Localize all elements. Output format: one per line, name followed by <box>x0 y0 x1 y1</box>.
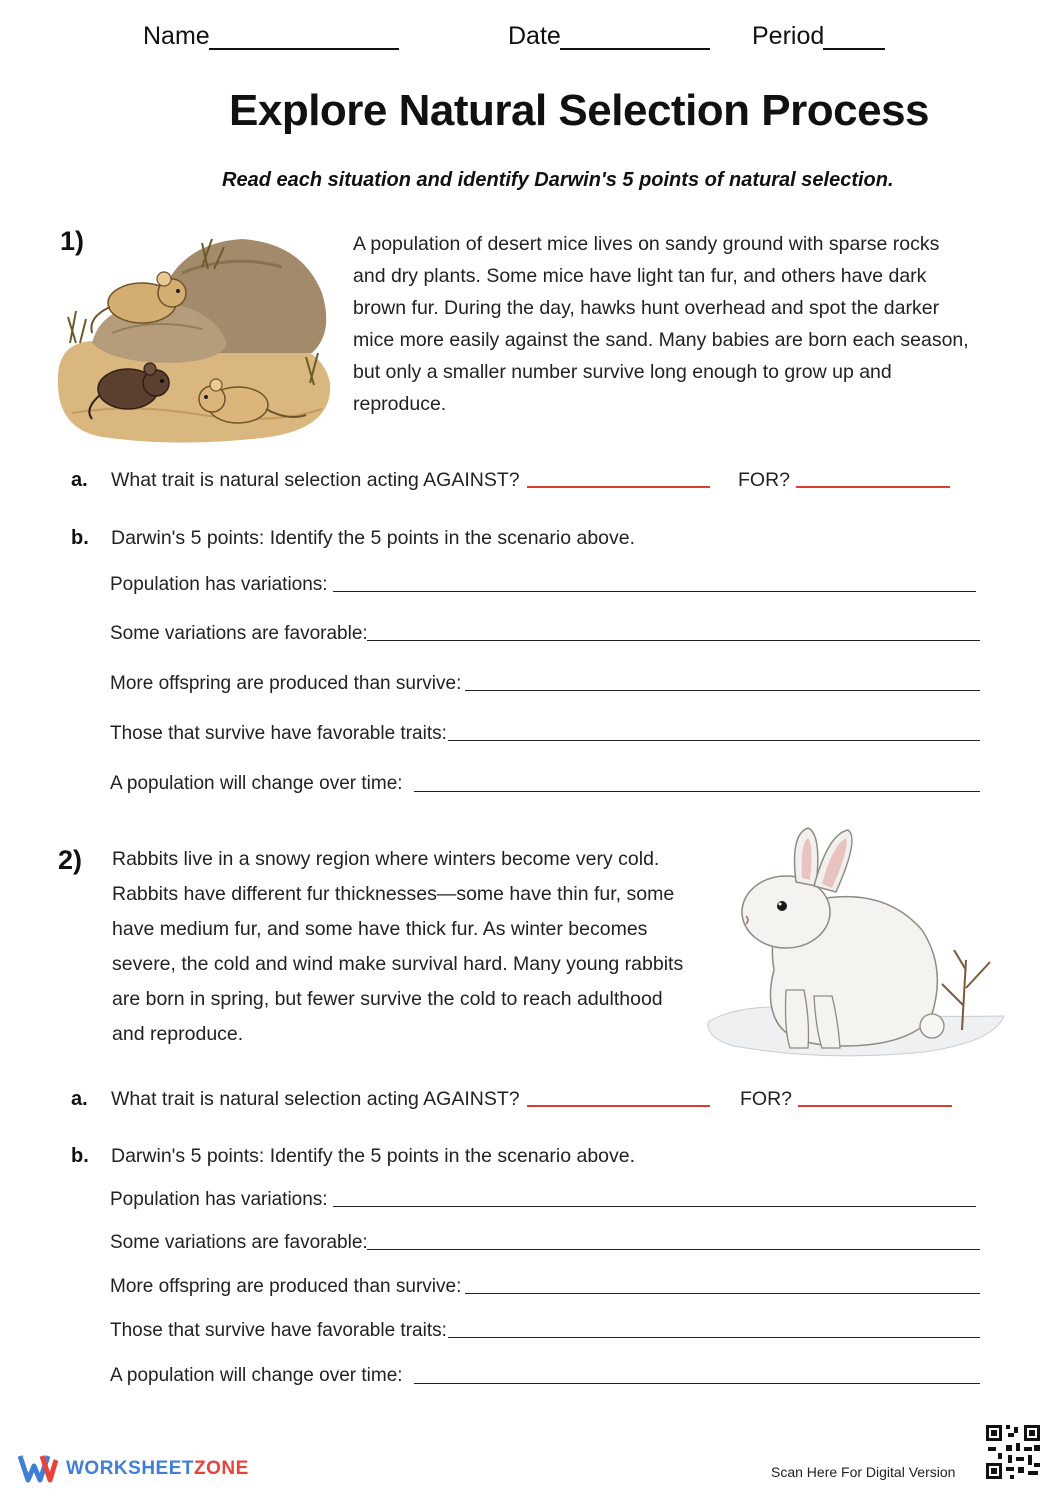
desert-mice-illustration <box>52 233 336 445</box>
part-b-letter: b. <box>71 1145 89 1167</box>
part-b-prompt: Darwin's 5 points: Identify the 5 points in the scenario above. <box>111 527 636 549</box>
point-answer-field[interactable] <box>367 1249 980 1250</box>
point-label: More offspring are produced than survive: <box>110 1276 462 1297</box>
point-label: Some variations are favorable: <box>110 1232 368 1253</box>
point-answer-field[interactable] <box>414 791 980 792</box>
logo-worksheet-text: WORKSHEET <box>66 1458 194 1479</box>
qr-code-icon[interactable] <box>984 1423 1042 1481</box>
date-label: Date <box>508 22 561 50</box>
worksheetzone-logo-icon <box>18 1452 58 1484</box>
logo-zone-text: ZONE <box>194 1458 249 1479</box>
point-label: Those that survive have favorable traits: <box>110 1320 447 1341</box>
point-label: Population has variations: <box>110 574 328 595</box>
point-label: Some variations are favorable: <box>110 623 368 644</box>
point-answer-field[interactable] <box>448 740 980 741</box>
point-label: A population will change over time: <box>110 1365 403 1386</box>
point-answer-field[interactable] <box>333 591 976 592</box>
worksheetzone-logo-text[interactable] <box>66 1458 249 1480</box>
point-answer-field[interactable] <box>333 1206 976 1207</box>
against-answer-field[interactable] <box>527 1105 710 1107</box>
against-question: What trait is natural selection acting AGAINST? <box>111 1088 520 1110</box>
point-answer-field[interactable] <box>414 1383 980 1384</box>
period-label: Period <box>752 22 825 50</box>
for-question: FOR? <box>738 469 791 491</box>
scan-caption: Scan Here For Digital Version <box>771 1464 956 1480</box>
name-field[interactable] <box>209 48 399 50</box>
point-answer-field[interactable] <box>367 640 980 641</box>
point-label: More offspring are produced than survive: <box>110 673 462 694</box>
point-label: Population has variations: <box>110 1189 328 1210</box>
point-answer-field[interactable] <box>465 690 980 691</box>
period-field[interactable] <box>823 48 885 50</box>
against-answer-field[interactable] <box>527 486 710 488</box>
point-answer-field[interactable] <box>465 1293 980 1294</box>
point-label: A population will change over time: <box>110 773 403 794</box>
page-subtitle: Read each situation and identify Darwin's 5 points of natural selection. <box>222 169 894 191</box>
white-rabbit-illustration <box>704 820 1008 1062</box>
part-a-letter: a. <box>71 469 88 491</box>
date-field[interactable] <box>560 48 710 50</box>
scenario-text: Rabbits live in a snowy region where winters become very cold. Rabbits have different fur thicknesses—some have thin fur, some have medium fur, and some have thick fur. As winter becomes severe, the cold and wind make survival hard. Many young rabbits are born in spring, but fewer survive the cold to reach adulthood and reproduce. <box>112 848 684 1045</box>
for-answer-field[interactable] <box>796 486 950 488</box>
question-number: 1) <box>60 226 85 256</box>
page-title: Explore Natural Selection Process <box>229 86 930 135</box>
point-label: Those that survive have favorable traits: <box>110 723 447 744</box>
part-b-prompt: Darwin's 5 points: Identify the 5 points in the scenario above. <box>111 1145 636 1167</box>
part-a-letter: a. <box>71 1088 88 1110</box>
for-question: FOR? <box>740 1088 793 1110</box>
part-b-letter: b. <box>71 527 89 549</box>
name-label: Name <box>143 22 210 50</box>
scenario-text: A population of desert mice lives on sandy ground with sparse rocks and dry plants. Some mice have light tan fur, and others have dark brown fur. During the day, hawks hunt overhead and spot the darker mice more easily against the sand. Many babies are born each season, but only a smaller number survive long enough to grow up and reproduce. <box>353 233 969 415</box>
for-answer-field[interactable] <box>798 1105 952 1107</box>
point-answer-field[interactable] <box>448 1337 980 1338</box>
question-number: 2) <box>58 845 83 875</box>
against-question: What trait is natural selection acting AGAINST? <box>111 469 520 491</box>
